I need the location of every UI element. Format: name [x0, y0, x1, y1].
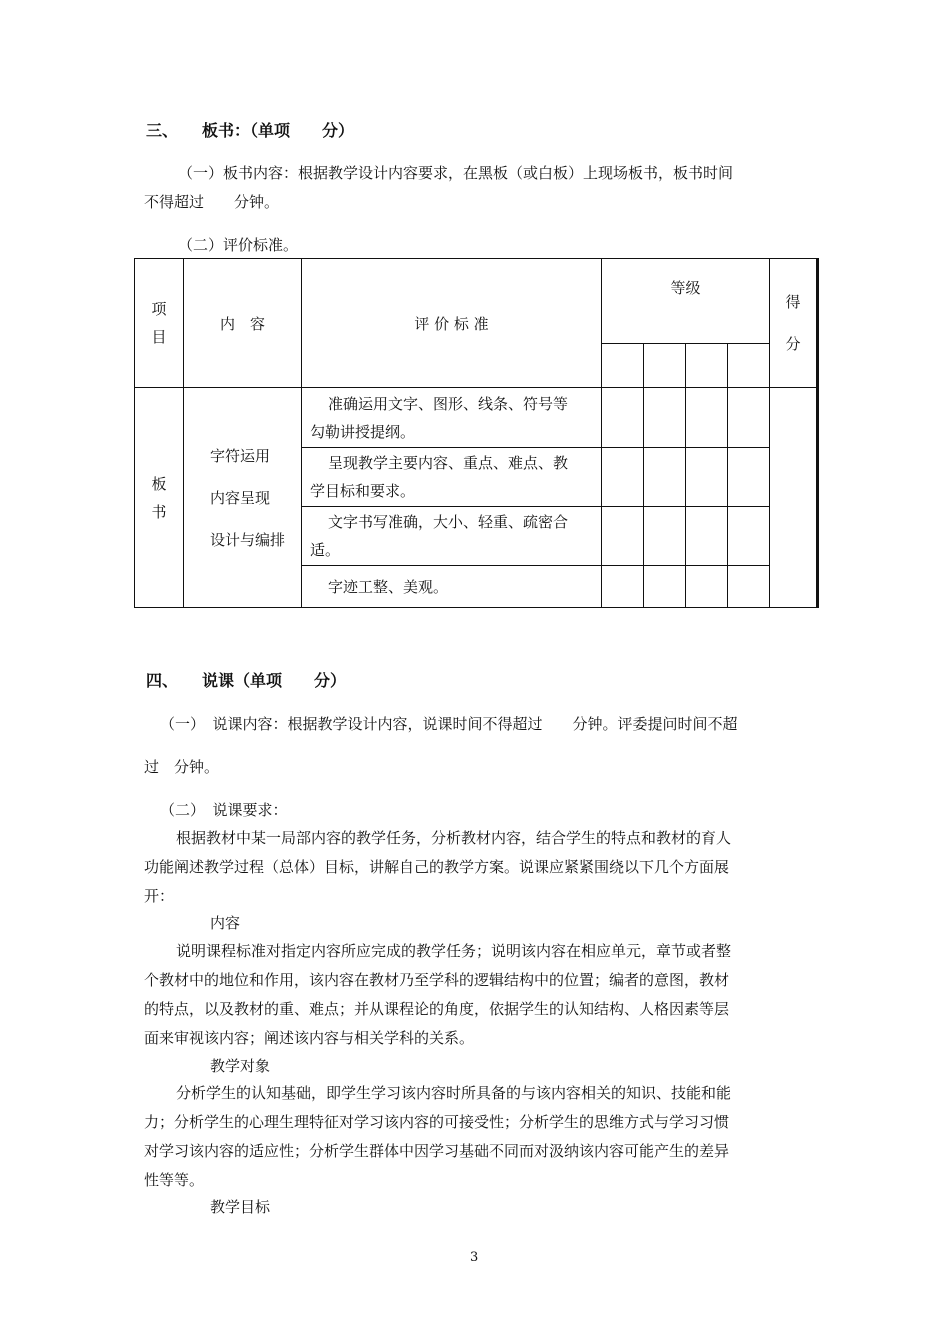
section3-para1-line1: （一）板书内容：根据教学设计内容要求，在黑板（或白板）上现场板书，板书时间	[178, 164, 734, 182]
section4-p3-line1: 根据教材中某一局部内容的教学任务，分析教材内容，结合学生的特点和教材的育人	[176, 829, 732, 847]
grade-cell	[728, 344, 770, 388]
section4-p3-line3: 开：	[144, 887, 175, 905]
section4-p5-line3: 对学习该内容的适应性；分析学生群体中因学习基础不同而对汲纳该内容可能产生的差异	[144, 1142, 730, 1160]
section4-p4-line4: 面来审视该内容；阐述该内容与相关学科的关系。	[144, 1029, 475, 1047]
row-item-line2: 书	[151, 502, 167, 521]
header-item-line2: 目	[151, 328, 167, 346]
header-standard: 评 价 标 准	[302, 259, 602, 388]
row-content-line: 字符运用	[210, 446, 271, 465]
row-content-line: 内容呈现	[210, 488, 271, 507]
criterion-3	[302, 507, 602, 566]
criterion-3-line2: 适。	[310, 541, 341, 559]
criterion-1-line2: 勾勒讲授提纲。	[310, 422, 416, 441]
criterion-2-line1: 呈现教学主要内容、重点、难点、教	[328, 454, 569, 472]
grade-cell	[644, 388, 686, 448]
section4-sub-goals: 教学目标	[210, 1198, 271, 1216]
header-item-line1: 项	[151, 300, 167, 318]
grade-cell	[602, 344, 644, 388]
grade-cell	[686, 507, 728, 566]
section4-sub-students: 教学对象	[210, 1057, 271, 1075]
criterion-4-line1: 字迹工整、美观。	[328, 577, 449, 596]
grade-cell	[728, 448, 770, 507]
criterion-2-line2: 学目标和要求。	[310, 482, 416, 500]
grade-cell	[644, 344, 686, 388]
grade-cell	[644, 507, 686, 566]
grade-cell	[602, 566, 644, 608]
header-score-line1: 得	[785, 293, 801, 311]
score-cell	[770, 388, 818, 608]
evaluation-table	[134, 258, 819, 608]
row-content	[184, 388, 302, 608]
grade-cell	[686, 344, 728, 388]
section4-p4-line3: 的特点，以及教材的重、难点；并从课程论的角度，依据学生的认知结构、人格因素等层	[144, 1000, 730, 1018]
section3-para2: （二）评价标准。	[178, 236, 299, 254]
section4-p1-line2: 过 分钟。	[144, 758, 220, 776]
section4-p3-line2: 功能阐述教学过程（总体）目标，讲解自己的教学方案。说课应紧紧围绕以下几个方面展	[144, 858, 730, 876]
grade-cell	[728, 388, 770, 448]
header-score	[770, 259, 818, 388]
header-content: 内 容	[184, 259, 302, 388]
section3-para1-line2: 不得超过 分钟。	[144, 193, 280, 211]
grade-cell	[686, 566, 728, 608]
criterion-2	[302, 448, 602, 507]
grade-cell	[728, 507, 770, 566]
header-score-line2: 分	[785, 335, 801, 353]
section4-p4-line1: 说明课程标准对指定内容所应完成的教学任务；说明该内容在相应单元，章节或者整	[176, 942, 732, 960]
section4-sub-content: 内容	[210, 914, 241, 932]
section4-p4-line2: 个教材中的地位和作用，该内容在教材乃至学科的逻辑结构中的位置；编者的意图，教材	[144, 971, 730, 989]
criterion-3-line1: 文字书写准确，大小、轻重、疏密合	[328, 513, 569, 531]
section4-heading: 四、 说课（单项 分）	[146, 671, 347, 690]
grade-cell	[728, 566, 770, 608]
section4-p5-line1: 分析学生的认知基础，即学生学习该内容时所具备的与该内容相关的知识、技能和能	[176, 1084, 732, 1102]
header-item	[135, 259, 184, 388]
criterion-1	[302, 388, 602, 448]
section4-p5-line2: 力；分析学生的心理生理特征对学习该内容的可接受性；分析学生的思维方式与学习习惯	[144, 1113, 730, 1131]
section4-p5-line4: 性等等。	[144, 1171, 205, 1189]
grade-cell	[686, 448, 728, 507]
grade-cell	[644, 566, 686, 608]
header-grade: 等级	[602, 259, 770, 344]
section4-p2: （二） 说课要求：	[160, 801, 288, 819]
page-number: 3	[470, 1250, 479, 1265]
grade-cell	[602, 448, 644, 507]
grade-cell	[644, 448, 686, 507]
grade-cell	[602, 507, 644, 566]
row-content-line: 设计与编排	[210, 530, 286, 549]
criterion-1-line1: 准确运用文字、图形、线条、符号等	[328, 394, 569, 413]
grade-cell	[686, 388, 728, 448]
section3-heading: 三、 板书：（单项 分）	[146, 121, 355, 140]
section4-p1-line1: （一） 说课内容：根据教学设计内容，说课时间不得超过 分钟。评委提问时间不超	[160, 715, 738, 733]
grade-cell	[602, 388, 644, 448]
row-item	[135, 388, 184, 608]
criterion-4	[302, 566, 602, 608]
row-item-line1: 板	[151, 474, 167, 493]
